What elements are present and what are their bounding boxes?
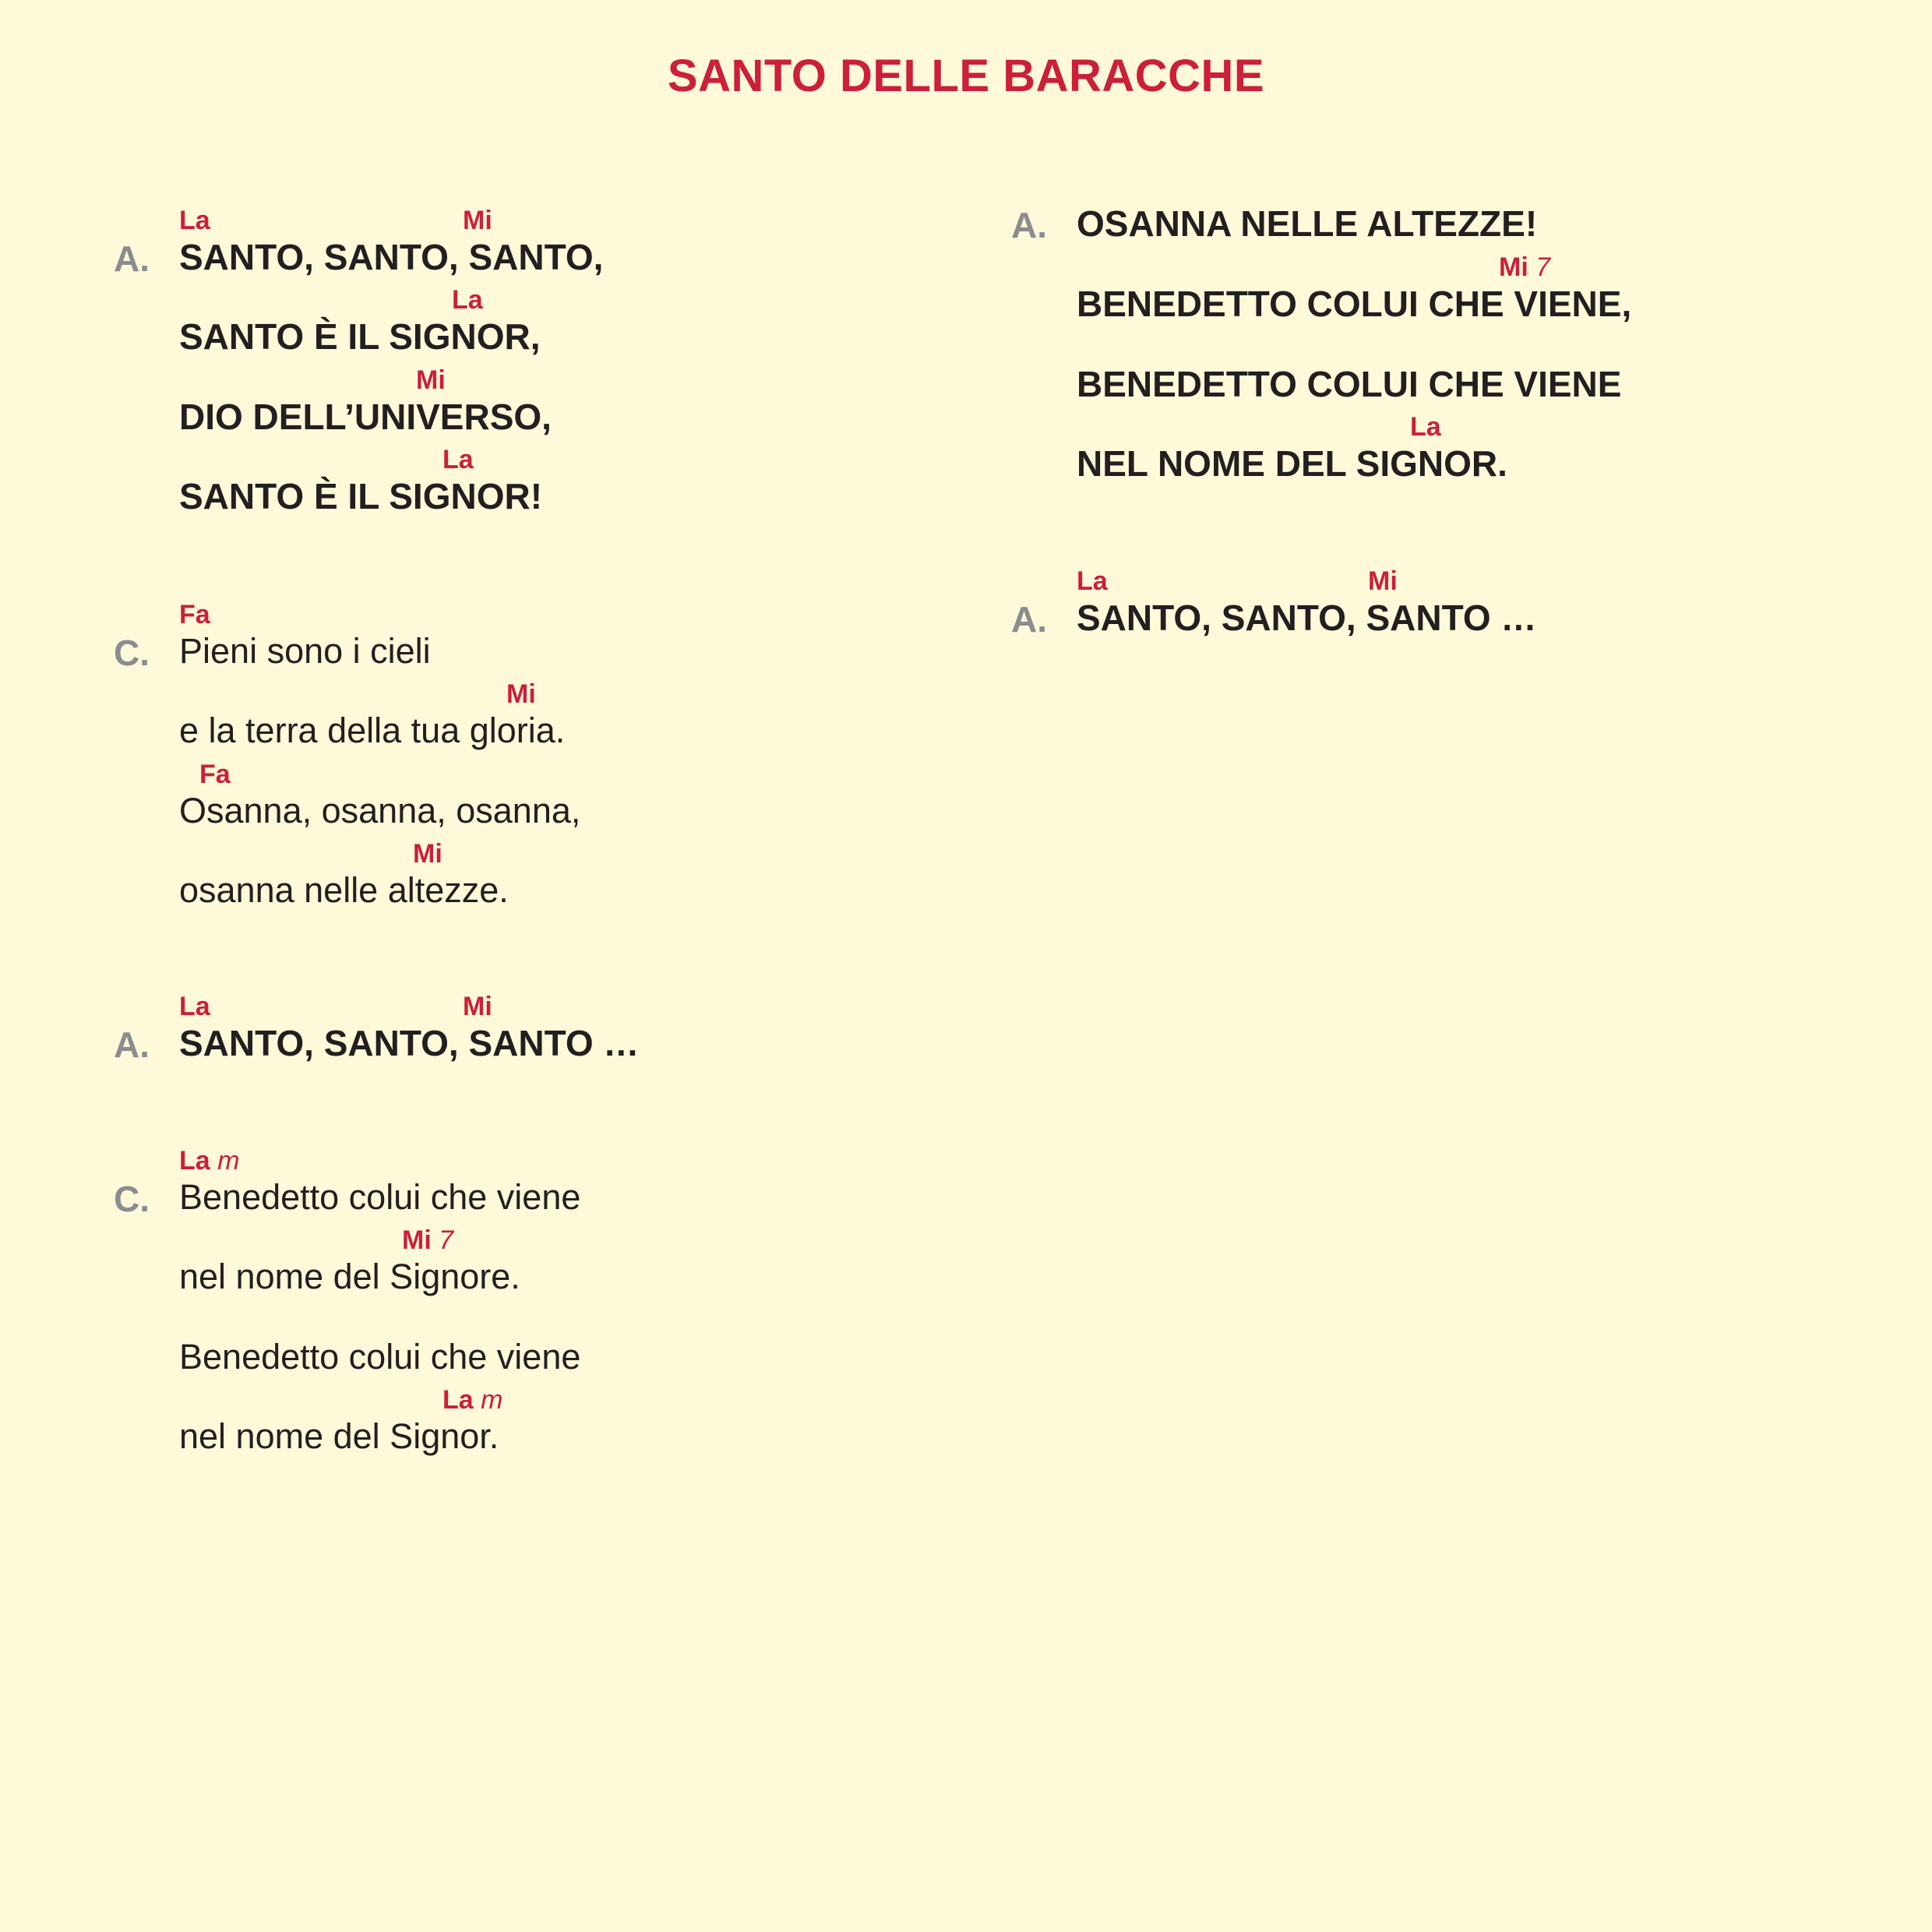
chord-label: Mi <box>416 365 446 395</box>
lyric-text: Benedetto colui che viene <box>179 1337 581 1377</box>
speaker-label: A. <box>114 238 150 279</box>
lyric-text: Osanna, osanna, osanna, <box>179 791 581 830</box>
lyric-text: nel nome del Signor. <box>179 1416 499 1456</box>
lyric-text: BENEDETTO COLUI CHE VIENE, <box>1077 284 1632 324</box>
lyric-text: SANTO È IL SIGNOR! <box>179 476 543 516</box>
chord-label: La <box>442 445 474 474</box>
lyric-text: Pieni sono i cieli <box>179 631 431 671</box>
chord-label: La <box>452 285 483 315</box>
chord-label: La <box>179 992 210 1021</box>
chord-label: Mi 7 <box>402 1225 454 1255</box>
chord-label: Mi <box>413 839 442 869</box>
chord-label: La <box>179 206 210 235</box>
chord-label: La m <box>179 1146 240 1176</box>
chord-label: La <box>1077 566 1108 596</box>
speaker-label: A. <box>114 1024 150 1065</box>
chord-label: Mi 7 <box>1499 252 1551 282</box>
chord-label: Mi <box>463 206 492 235</box>
speaker-label: C. <box>114 633 150 673</box>
chord-label: Mi <box>463 992 492 1021</box>
lyric-text: NEL NOME DEL SIGNOR. <box>1077 443 1507 484</box>
chord-label: La <box>1410 412 1441 442</box>
speaker-label: A. <box>1011 205 1047 245</box>
speaker-label: C. <box>114 1179 150 1219</box>
chord-label: Mi <box>506 679 536 709</box>
lyric-text: nel nome del Signore. <box>179 1257 520 1296</box>
song-title: SANTO DELLE BARACCHE <box>667 51 1265 101</box>
lyric-text: BENEDETTO COLUI CHE VIENE <box>1077 364 1622 404</box>
lyric-text: OSANNA NELLE ALTEZZE! <box>1077 203 1538 244</box>
lyric-text: SANTO, SANTO, SANTO, <box>179 237 604 277</box>
lyric-text: DIO DELL’UNIVERSO, <box>179 397 552 437</box>
lyric-text: e la terra della tua gloria. <box>179 710 566 750</box>
chord-label: Fa <box>199 760 231 789</box>
lyric-text: SANTO È IL SIGNOR, <box>179 316 541 357</box>
chord-label: Mi <box>1368 566 1398 596</box>
lyric-text: osanna nelle altezze. <box>179 870 509 910</box>
chord-label: Fa <box>179 600 210 629</box>
lyric-text: SANTO, SANTO, SANTO … <box>179 1023 640 1063</box>
lyric-text: Benedetto colui che viene <box>179 1177 581 1217</box>
speaker-label: A. <box>1011 599 1047 640</box>
lyric-text: SANTO, SANTO, SANTO … <box>1077 598 1537 638</box>
chord-label: La m <box>442 1385 503 1415</box>
